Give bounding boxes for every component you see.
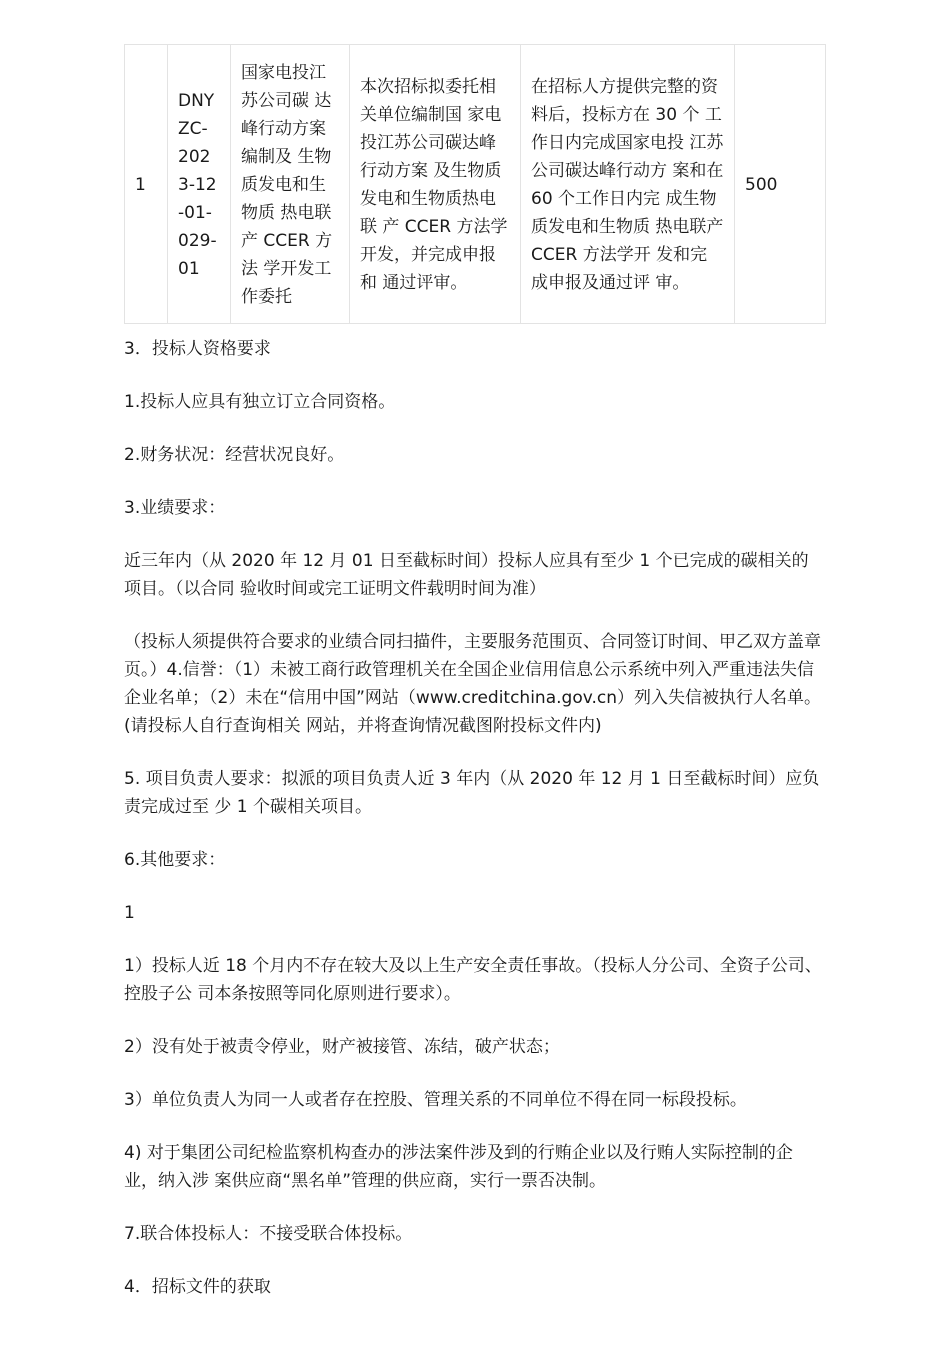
cell-service-period: 在招标人方提供完整的资料后，投标方在 30 个 工作日内完成国家电投 江苏公司碳达峰行动方 案和在 60 个工作日内完 成生物质发电和生物质 热电联产 CCER 方法学开 发和完成申报及通过评 审。 [521, 45, 735, 324]
paragraph: 1）投标人近 18 个月内不存在较大及以上生产安全责任事故。（投标人分公司、全资子公司、控股子公 司本条按照等同化原则进行要求）。 [124, 956, 822, 1004]
paragraph: 5. 项目负责人要求：拟派的项目负责人近 3 年内（从 2020 年 12 月 1 日至截标时间）应负责完成过至 少 1 个碳相关项目。 [124, 769, 820, 817]
cell-project-content: 本次招标拟委托相关单位编制国 家电投江苏公司碳达峰行动方案 及生物质发电和生物质热电 联 产 CCER 方法学开发，并完成申报和 通过评审。 [350, 45, 521, 324]
section-heading-qualifications: 3．投标人资格要求 [124, 339, 271, 359]
paragraph: 1 [124, 903, 135, 923]
cell-project-name: 国家电投江苏公司碳 达峰行动方案编制及 生物质发电和生物质 热电联产 CCER 方法 学开发工作委托 [231, 45, 350, 324]
paragraph: 2）没有处于被责令停业，财产被接管、冻结，破产状态； [124, 1037, 560, 1057]
document-page [124, 44, 825, 1301]
table-row [125, 45, 826, 324]
section-heading-documents: 4．招标文件的获取 [124, 1277, 271, 1297]
paragraph: 3）单位负责人为同一人或者存在控股、管理关系的不同单位不得在同一标段投标。 [124, 1090, 747, 1110]
paragraph: 7.联合体投标人：不接受联合体投标。 [124, 1224, 413, 1244]
paragraph: 近三年内（从 2020 年 12 月 01 日至截标时间）投标人应具有至少 1 个已完成的碳相关的项目。（以合同 验收时间或完工证明文件载明时间为准） [124, 551, 809, 599]
tender-table [124, 44, 826, 324]
paragraph: 1.投标人应具有独立订立合同资格。 [124, 392, 396, 412]
paragraph: 4) 对于集团公司纪检监察机构查办的涉法案件涉及到的行贿企业以及行贿人实际控制的企业，纳入涉 案供应商“黑名单”管理的供应商，实行一票否决制。 [124, 1143, 793, 1191]
cell-amount: 500 [735, 45, 826, 324]
paragraph: 3.业绩要求： [124, 498, 226, 518]
paragraph: 2.财务状况：经营状况良好。 [124, 445, 345, 465]
paragraph: 6.其他要求： [124, 850, 226, 870]
cell-project-code: DNY ZC- 202 3-12 -01- 029- 01 [168, 45, 231, 324]
cell-index: 1 [125, 45, 168, 324]
paragraph: （投标人须提供符合要求的业绩合同扫描件，主要服务范围页、合同签订时间、甲乙双方盖章页。）4.信誉：（1）未被工商行政管理机关在全国企业信用信息公示系统中列入严重违法失信企业名单；（2）未在“信用中国”网站（www.creditchina.gov.cn）列入失信被执行人名单。(请投标人自行查询相关 网站，并将查询情况截图附投标文件内) [124, 632, 821, 736]
